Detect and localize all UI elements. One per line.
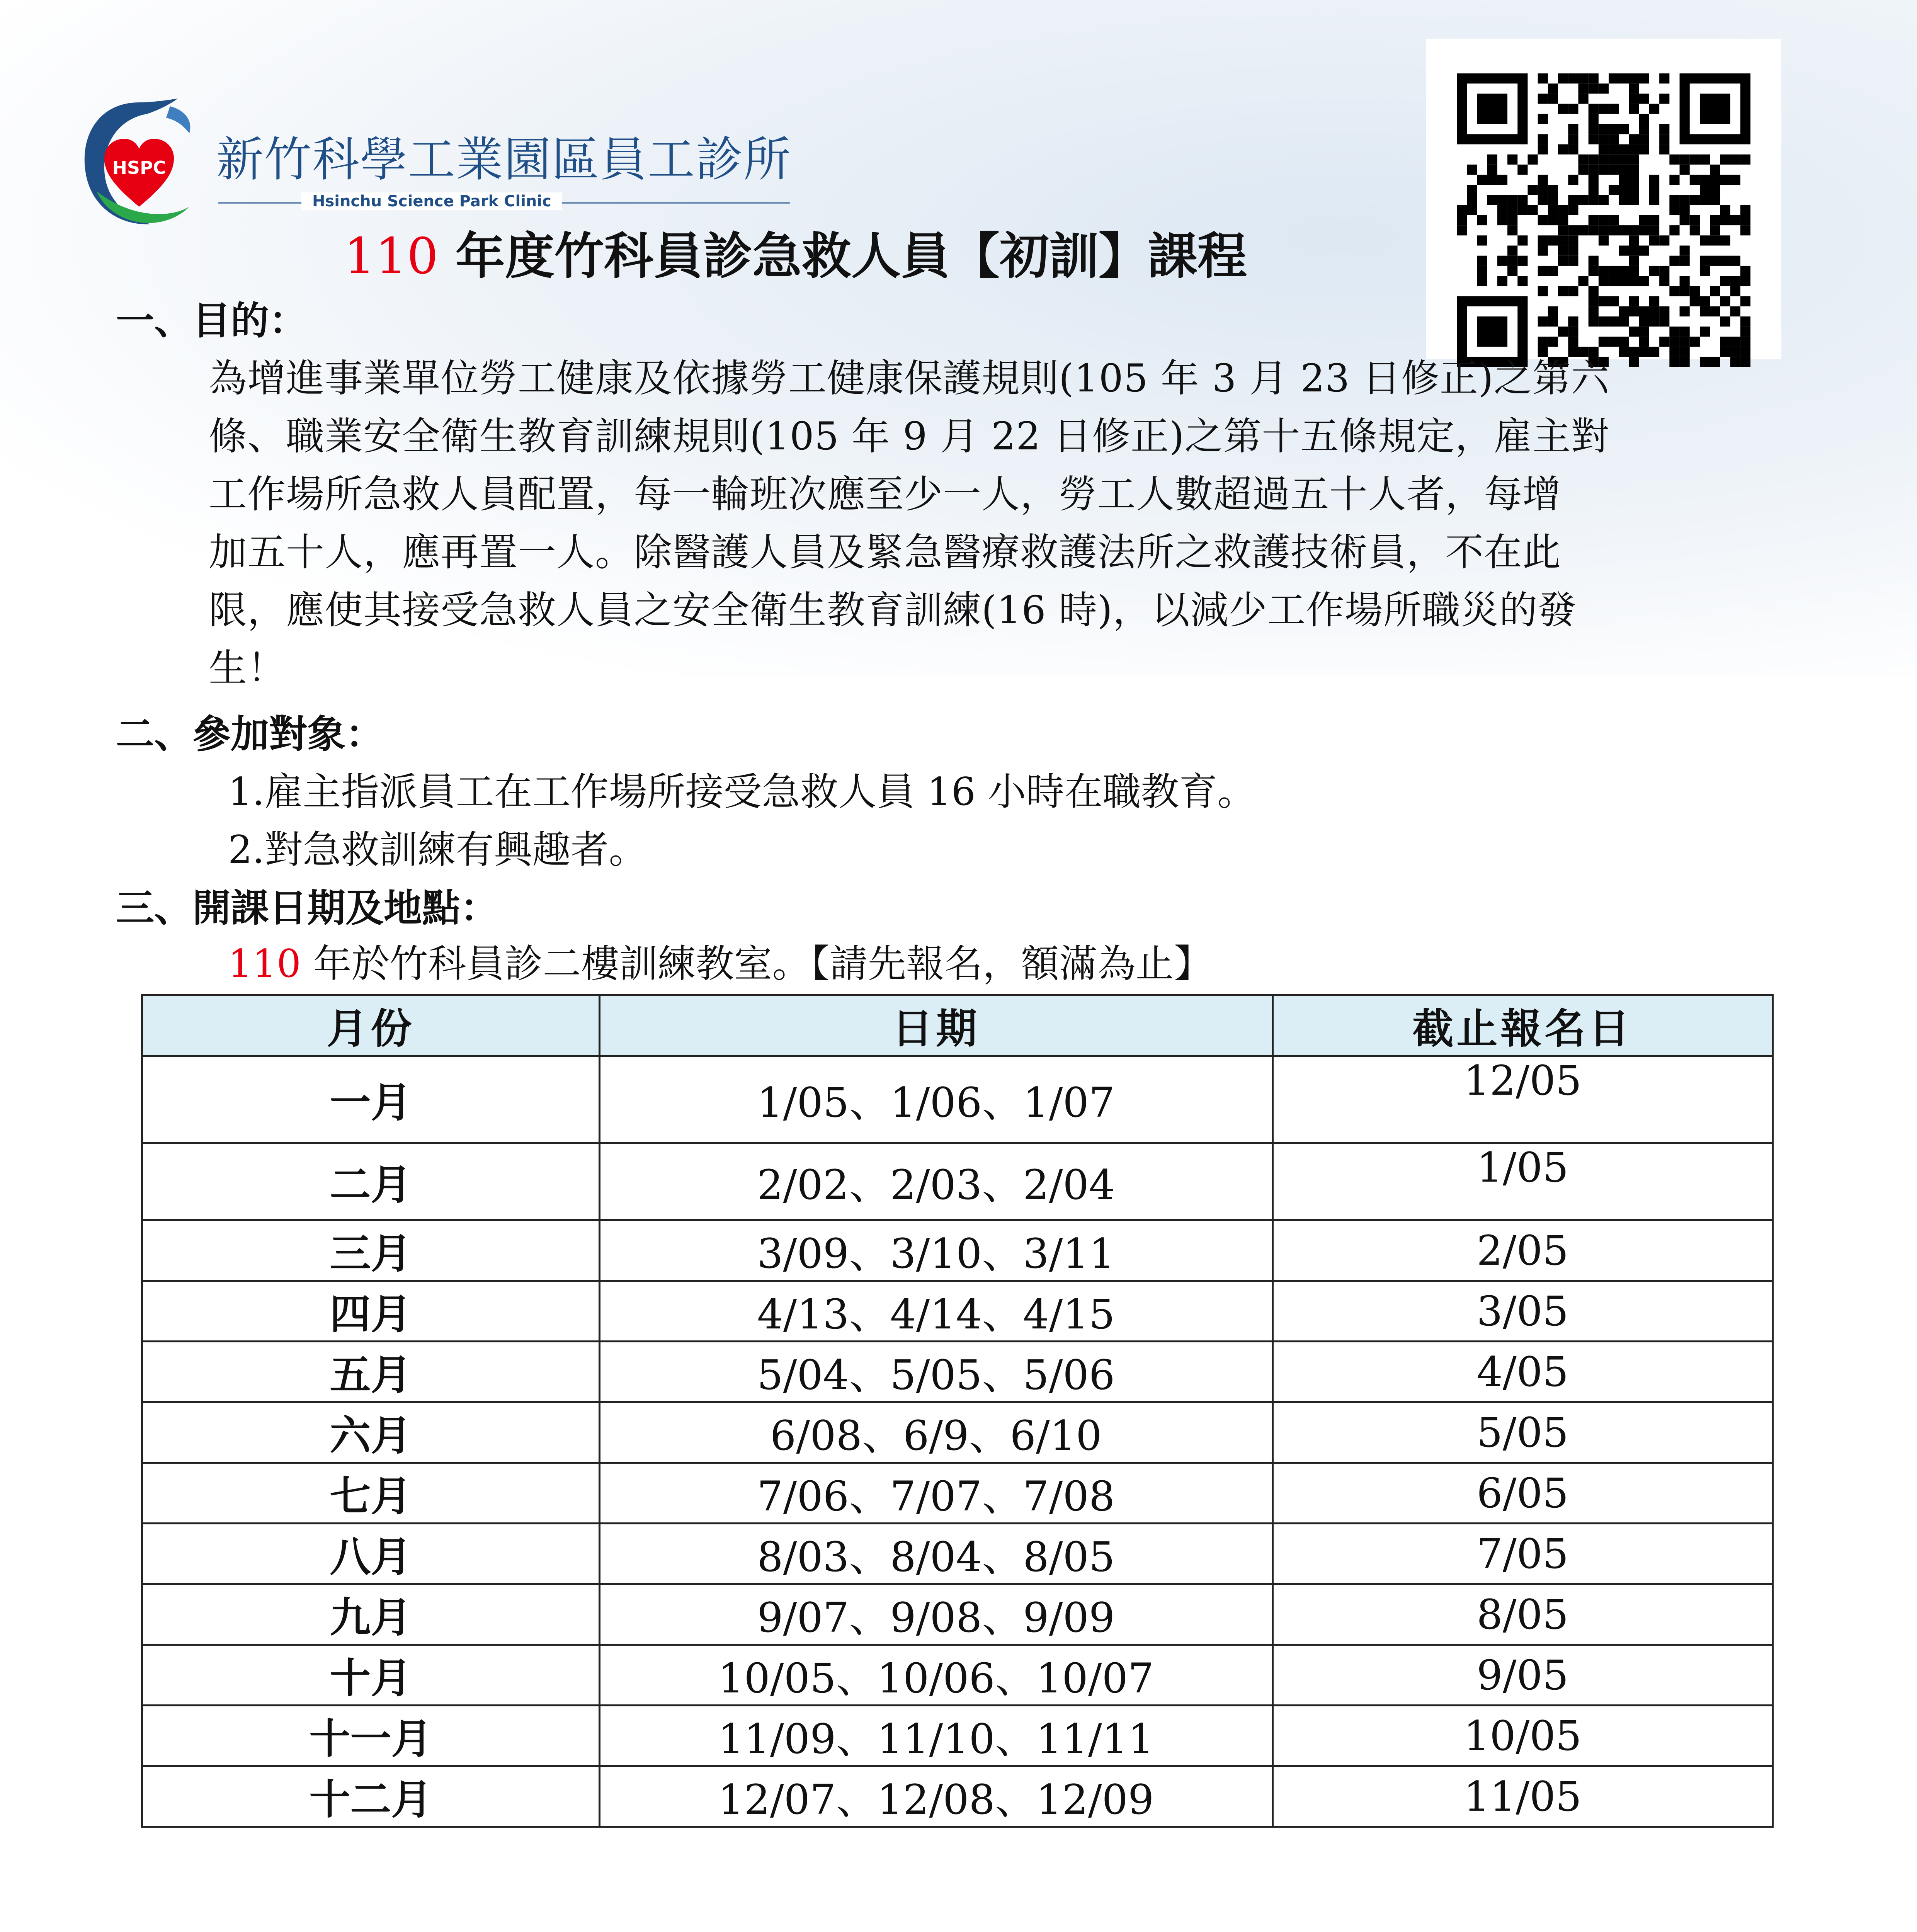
table-cell-month: 四月 (142, 1281, 600, 1342)
table-row (142, 1220, 1773, 1281)
table-cell-deadline: 5/05 (1272, 1402, 1772, 1463)
table-cell-month: 一月 (142, 1056, 600, 1143)
table-header-row (142, 995, 1773, 1056)
purpose-line: 限，應使其接受急救人員之安全衛生教育訓練(16 時)，以減少工作場所職災的發 (209, 588, 1577, 633)
schedule-note-text: 年於竹科員診二樓訓練教室。【請先報名，額滿為止】 (301, 942, 1212, 986)
qr-code[interactable] (1426, 39, 1781, 359)
table-cell-month: 五月 (142, 1342, 600, 1402)
table-row (142, 1463, 1773, 1524)
qr-code-icon (1457, 73, 1750, 367)
table-cell-month: 十一月 (142, 1706, 600, 1766)
purpose-line: 生！ (209, 646, 286, 690)
logo-text: HSPC (112, 157, 166, 178)
table-cell-deadline: 2/05 (1272, 1220, 1772, 1281)
schedule-note-year: 110 (228, 942, 301, 986)
table-cell-dates: 1/05、1/06、1/07 (599, 1056, 1272, 1143)
table-cell-dates: 4/13、4/14、4/15 (599, 1281, 1272, 1342)
table-cell-dates: 12/07、12/08、12/09 (599, 1766, 1272, 1827)
table-cell-deadline: 1/05 (1272, 1143, 1772, 1220)
table-cell-month: 二月 (142, 1143, 600, 1220)
table-cell-deadline: 12/05 (1272, 1056, 1772, 1143)
clinic-logo (73, 91, 205, 238)
table-cell-dates: 6/08、6/9、6/10 (599, 1402, 1272, 1463)
clinic-name-en: Hsinchu Science Park Clinic (301, 192, 562, 210)
table-row (142, 1706, 1773, 1766)
table-cell-month: 七月 (142, 1463, 600, 1524)
table-cell-deadline: 11/05 (1272, 1766, 1772, 1827)
table-cell-month: 三月 (142, 1220, 600, 1281)
table-cell-dates: 2/02、2/03、2/04 (599, 1143, 1272, 1220)
purpose-heading: 一、目的： (116, 298, 307, 343)
table-cell-deadline: 10/05 (1272, 1706, 1772, 1766)
table-header-deadline: 截止報名日 (1272, 995, 1772, 1056)
table-cell-dates: 11/09、11/10、11/11 (599, 1706, 1272, 1766)
title-text: 年度竹科員診急救人員【初訓】課程 (438, 227, 1247, 285)
table-header-month: 月份 (142, 995, 600, 1056)
table-cell-deadline: 6/05 (1272, 1463, 1772, 1524)
table-cell-deadline: 9/05 (1272, 1645, 1772, 1706)
table-cell-month: 九月 (142, 1584, 600, 1645)
table-row (142, 1056, 1773, 1143)
table-cell-month: 十二月 (142, 1766, 600, 1827)
table-cell-month: 十月 (142, 1645, 600, 1706)
table-cell-dates: 5/04、5/05、5/06 (599, 1342, 1272, 1402)
table-cell-deadline: 3/05 (1272, 1281, 1772, 1342)
table-cell-dates: 9/07、9/08、9/09 (599, 1584, 1272, 1645)
table-row (142, 1524, 1773, 1584)
schedule-table (141, 994, 1774, 1828)
table-cell-month: 六月 (142, 1402, 600, 1463)
table-row (142, 1766, 1773, 1827)
purpose-paragraph (209, 350, 1801, 697)
title-year: 110 (344, 228, 439, 285)
table-cell-dates: 7/06、7/07、7/08 (599, 1463, 1272, 1524)
table-cell-dates: 3/09、3/10、3/11 (599, 1220, 1272, 1281)
schedule-heading: 三、開課日期及地點： (116, 886, 498, 930)
participants-heading: 二、參加對象： (116, 712, 384, 757)
table-cell-deadline: 8/05 (1272, 1584, 1772, 1645)
purpose-line: 工作場所急救人員配置，每一輪班次應至少一人，勞工人數超過五十人者，每增 (209, 472, 1561, 517)
clinic-name: 新竹科學工業園區員工診所 (216, 132, 791, 187)
purpose-line: 加五十人，應再置一人。除醫護人員及緊急醫療救護法所之救護技術員，不在此 (209, 530, 1561, 575)
table-row (142, 1281, 1773, 1342)
table-row (142, 1584, 1773, 1645)
table-row (142, 1342, 1773, 1402)
table-cell-dates: 10/05、10/06、10/07 (599, 1645, 1272, 1706)
table-row (142, 1402, 1773, 1463)
schedule-note (228, 935, 1212, 993)
purpose-line: 為增進事業單位勞工健康及依據勞工健康保護規則(105 年 3 月 23 日修正)之第六 (209, 356, 1610, 401)
participants-item: 2.對急救訓練有興趣者。 (228, 828, 647, 872)
table-header-dates: 日期 (599, 995, 1272, 1056)
purpose-line: 條、職業安全衛生教育訓練規則(105 年 9 月 22 日修正)之第十五條規定，雇主對 (209, 414, 1610, 459)
participants-item: 1.雇主指派員工在工作場所接受急救人員 16 小時在職教育。 (228, 770, 1256, 814)
page-title (344, 216, 1247, 287)
table-cell-deadline: 4/05 (1272, 1342, 1772, 1402)
table-row (142, 1645, 1773, 1706)
table-cell-deadline: 7/05 (1272, 1524, 1772, 1584)
table-cell-dates: 8/03、8/04、8/05 (599, 1524, 1272, 1584)
table-cell-month: 八月 (142, 1524, 600, 1584)
table-row (142, 1143, 1773, 1220)
